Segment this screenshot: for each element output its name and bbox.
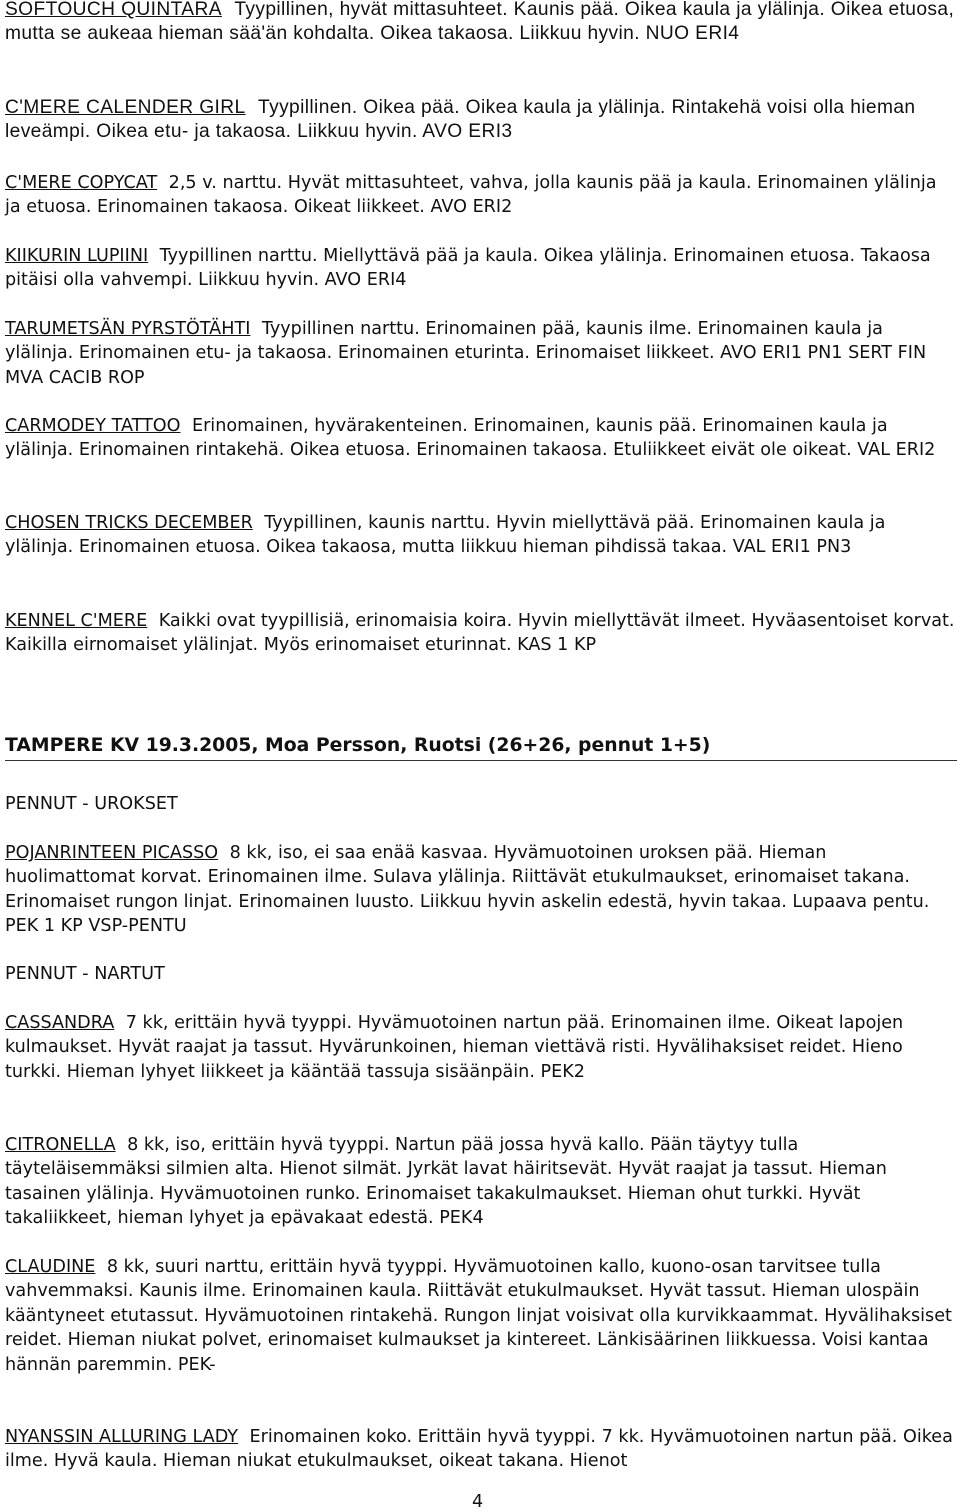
dog-name: TARUMETSÄN PYRSTÖTÄHTI [5, 319, 251, 339]
critique-text: 2,5 v. narttu. Hyvät mittasuhteet, vahva, jolla kaunis pää ja kaula. Erinomainen ylälinja ja etuosa. Erinomainen takaosa. Oikeat liikkeet. AVO ERI2 [5, 173, 937, 218]
dog-name: CLAUDINE [5, 1257, 96, 1277]
dog-entry [5, 244, 955, 293]
section-title-males: PENNUT - UROKSET [5, 794, 178, 814]
puppy-entry [5, 1255, 955, 1377]
dog-entry [5, 511, 955, 560]
critique-text: Kaikki ovat tyypillisiä, erinomaisia koira. Hyvin miellyttävät ilmeet. Hyväasentoiset korvat. Kaikilla eirnomaiset ylälinjat. Myös erinomaiset eturinnat. KAS 1 KP [5, 611, 955, 656]
dog-name: C'MERE CALENDER GIRL [5, 97, 246, 118]
critique-text: Tyypillinen, kaunis narttu. Hyvin miellyttävä pää. Erinomainen kaula ja ylälinja. Erinomainen etuosa. Oikea takaosa, mutta liikkuu hieman pihdissä takaa. VAL ERI1 PN3 [5, 513, 886, 558]
dog-name: C'MERE COPYCAT [5, 173, 158, 193]
puppy-entry [5, 841, 955, 939]
critique-text: Tyypillinen. Oikea pää. Oikea kaula ja ylälinja. Rintakehä voisi olla hieman leveämpi. Oikea etu- ja takaosa. Liikkuu hyvin. AVO ERI3 [5, 97, 916, 143]
critique-text: Tyypillinen narttu. Erinomainen pää, kaunis ilme. Erinomainen kaula ja ylälinja. Erinomainen etu- ja takaosa. Erinomainen eturinta. Erinomaiset liikkeet. AVO ERI1 PN1 SERT FIN MVA CACIB ROP [5, 319, 927, 388]
dog-entry [5, 0, 955, 47]
dog-name: KIIKURIN LUPIINI [5, 246, 149, 266]
dog-entry [5, 317, 955, 390]
dog-name: NYANSSIN ALLURING LADY [5, 1427, 239, 1447]
critique-text: Tyypillinen narttu. Miellyttävä pää ja kaula. Oikea ylälinja. Erinomainen etuosa. Takaosa pitäisi olla vahvempi. Liikkuu hyvin. AVO ERI4 [5, 246, 931, 291]
dog-name: CHOSEN TRICKS DECEMBER [5, 513, 253, 533]
kennel-entry [5, 609, 955, 658]
dog-entry [5, 96, 955, 145]
show-heading: TAMPERE KV 19.3.2005, Moa Persson, Ruotsi (26+26, pennut 1+5) [5, 734, 957, 761]
puppy-entry [5, 1133, 955, 1231]
dog-name: CARMODEY TATTOO [5, 416, 181, 436]
puppy-entry [5, 1425, 955, 1474]
dog-name: CITRONELLA [5, 1135, 116, 1155]
kennel-name: KENNEL C'MERE [5, 611, 148, 631]
puppy-entry [5, 1011, 955, 1084]
dog-entry [5, 171, 955, 220]
dog-name: SOFTOUCH QUINTARA [5, 0, 222, 20]
critique-text: Erinomainen koko. Erittäin hyvä tyyppi. 7 kk. Hyvämuotoinen nartun pää. Oikea ilme. Hyvä kaula. Hieman niukat etukulmaukset, oikeat takana. Hienot [5, 1427, 953, 1472]
dog-name: CASSANDRA [5, 1013, 115, 1033]
critique-text: 8 kk, iso, erittäin hyvä tyyppi. Nartun pää jossa hyvä kallo. Pään täytyy tulla täyteläisemmäksi silmien alta. Hienot silmät. Jyrkät lavat häiritsevät. Hyvät raajat ja tassut. Hieman tasainen ylälinja. Hyvämuotoinen runko. Erinomaiset takakulmaukset. Hieman ohut turkki. Hyvät takaliikkeet, hieman lyhyet ja epävakaat edestä. PEK4 [5, 1135, 887, 1229]
critique-text: 7 kk, erittäin hyvä tyyppi. Hyvämuotoinen nartun pää. Erinomainen ilme. Oikeat lapojen kulmaukset. Hyvät raajat ja tassut. Hyvärunkoinen, hieman viettävä risti. Hyvälihaksiset reidet. Hieno turkki. Hieman lyhyet liikkeet ja kääntää tassuja sisäänpäin. PEK2 [5, 1013, 904, 1082]
critique-text: 8 kk, iso, ei saa enää kasvaa. Hyvämuotoinen uroksen pää. Hieman huolimattomat korvat. Erinomainen ilme. Sulava ylälinja. Riittävät etukulmaukset, erinomaiset takana. Erinomaiset rungon linjat. Erinomainen luusto. Liikkuu hyvin askelin edestä, hyvin takaa. Lupaava pentu. PEK 1 KP VSP-PENTU [5, 843, 930, 937]
critique-text: Tyypillinen, hyvät mittasuhteet. Kaunis pää. Oikea kaula ja ylälinja. Oikea etuosa, mutta se aukeaa hieman sää'än kohdalta. Oikea takaosa. Liikkuu hyvin. NUO ERI4 [5, 0, 955, 45]
dog-name: POJANRINTEEN PICASSO [5, 843, 219, 863]
critique-text: Erinomainen, hyvärakenteinen. Erinomainen, kaunis pää. Erinomainen kaula ja ylälinja. Erinomainen rintakehä. Oikea etuosa. Erinomainen takaosa. Etuliikkeet eivät ole oikeat. VAL ERI2 [5, 416, 936, 461]
dog-entry [5, 414, 955, 463]
page-number: 4 [472, 1492, 484, 1512]
critique-text: 8 kk, suuri narttu, erittäin hyvä tyyppi. Hyvämuotoinen kallo, kuono-osan tarvitsee tulla vahvemmaksi. Kaunis ilme. Erinomainen kaula. Riittävät etukulmaukset. Hyvät tassut. Hieman ulospäin kääntyneet etutassut. Hyvämuotoinen rintakehä. Rungon linjat voisivat olla kurvikkaammat. Hyvälihaksiset reidet. Hieman niukat polvet, erinomaiset kulmaukset ja kintereet. Länkisäärinen liikkuessa. Voisi kantaa hännän paremmin. PEK- [5, 1257, 952, 1375]
section-title-females: PENNUT - NARTUT [5, 964, 165, 984]
